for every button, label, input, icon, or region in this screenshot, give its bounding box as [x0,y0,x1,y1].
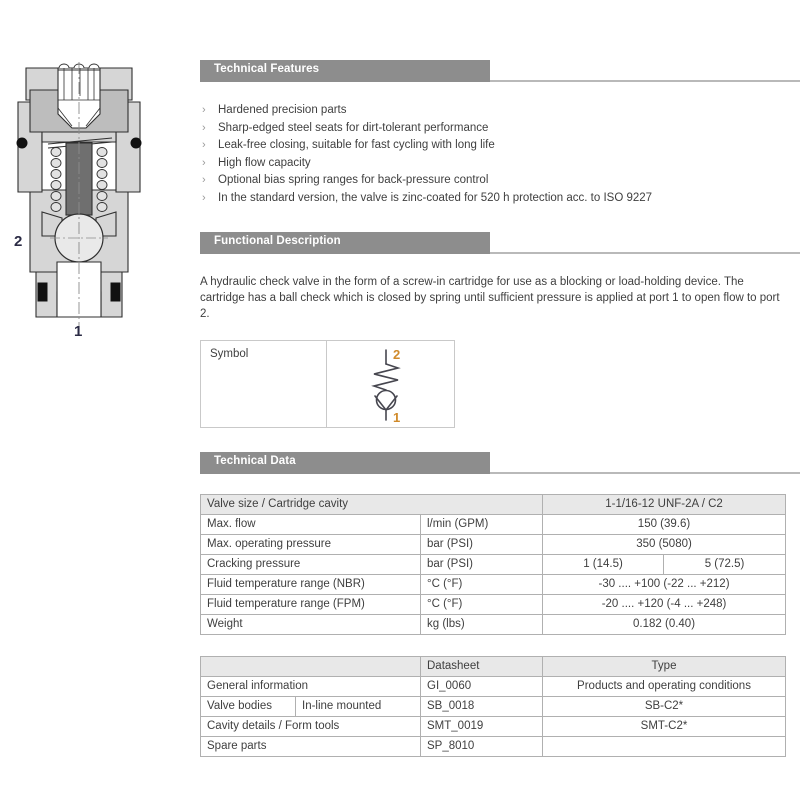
cell-unit: bar (PSI) [421,534,543,554]
cell-doc-datasheet: GI_0060 [421,676,543,696]
cell-value: 150 (39.6) [543,514,786,534]
list-item [200,190,800,208]
table-row [201,656,786,676]
feature-text: Sharp-edged steel seats for dirt-tolerant performance [218,121,489,134]
cell-unit: °C (°F) [421,594,543,614]
cell-param-name: Cracking pressure [201,554,421,574]
check-valve-symbol-icon [356,344,426,424]
table-row [201,696,786,716]
content-column [200,0,800,800]
cell-doc-name: Cavity details / Form tools [201,716,421,736]
cell-unit: bar (PSI) [421,554,543,574]
table-row [201,716,786,736]
cell-doc-datasheet: SP_8010 [421,736,543,756]
chevron-right-icon: › [202,191,206,204]
cell-param-name: Max. flow [201,514,421,534]
table-row [201,514,786,534]
cell-param-name: Weight [201,614,421,634]
symbol-box [200,340,455,428]
chevron-right-icon: › [202,174,206,187]
list-item [200,120,800,138]
technical-data-table [200,494,786,635]
section-rule [490,252,800,254]
drawing-port-label-2: 2 [14,233,23,250]
feature-text: Hardened precision parts [218,104,347,116]
cell-unit: l/min (GPM) [421,514,543,534]
column-header-datasheet: Datasheet [421,656,543,676]
section-header-technical-features [200,60,800,82]
feature-text: Leak-free closing, suitable for fast cycling with long life [218,139,495,152]
list-item [200,137,800,155]
feature-text: High flow capacity [218,156,311,169]
cell-doc-type [543,736,786,756]
feature-text: In the standard version, the valve is zinc-coated for 520 h protection acc. to ISO 9227 [218,191,653,204]
cell-blank-header [201,656,421,676]
section-title-technical-features: Technical Features [214,63,320,75]
cell-doc-type: Products and operating conditions [543,676,786,696]
cell-param-name: Fluid temperature range (FPM) [201,594,421,614]
cell-doc-name: General information [201,676,421,696]
table-row [201,554,786,574]
section-rule [490,80,800,82]
table-row [201,494,786,514]
section-title-functional-description: Functional Description [214,234,341,247]
chevron-right-icon: › [202,104,206,116]
section-header-functional-description [200,232,800,254]
cell-param-name: Max. operating pressure [201,534,421,554]
chevron-right-icon: › [202,139,206,152]
symbol-graphic [327,341,454,427]
cell-param-name: Valve size / Cartridge cavity [201,494,543,514]
list-item [200,155,800,173]
cell-doc-name: Spare parts [201,736,421,756]
technical-features-list [200,102,800,208]
drawing-port-label-1: 1 [74,323,83,340]
cell-unit: kg (lbs) [421,614,543,634]
table-row [201,594,786,614]
documents-table [200,656,786,757]
list-item [200,172,800,190]
section-rule [490,472,800,474]
table-row [201,574,786,594]
chevron-right-icon: › [202,121,206,134]
valve-section-svg [0,40,180,340]
table-row [201,614,786,634]
cell-doc-type: SMT-C2* [543,716,786,736]
column-header-type: Type [543,656,786,676]
cell-value: 1 (14.5) [543,554,664,574]
symbol-label: Symbol [201,341,327,427]
cell-doc-name: Valve bodies [201,696,296,716]
cell-doc-subname: In-line mounted [296,696,421,716]
valve-cross-section-drawing [0,40,180,340]
cell-value: 0.182 (0.40) [543,614,786,634]
table-row [201,676,786,696]
section-header-technical-data [200,452,800,474]
cell-param-name: Fluid temperature range (NBR) [201,574,421,594]
functional-description-paragraph: A hydraulic check valve in the form of a screw-in cartridge for use as a blocking or load-holding device. The cartridge has a ball check which is closed by spring until sufficient pressure is applied at port 1 to open flow to port 2. [200,275,780,320]
list-item [200,102,800,120]
cell-doc-type: SB-C2* [543,696,786,716]
cell-value-alt: 5 (72.5) [664,554,786,574]
cell-doc-datasheet: SB_0018 [421,696,543,716]
cell-value: 350 (5080) [543,534,786,554]
feature-text: Optional bias spring ranges for back-pressure control [218,174,489,187]
cell-value: -30 .... +100 (-22 ... +212) [543,574,786,594]
symbol-port-label-1: 1 [392,409,400,424]
cell-value: -20 .... +120 (-4 ... +248) [543,594,786,614]
cell-doc-datasheet: SMT_0019 [421,716,543,736]
symbol-port-label-2: 2 [392,346,400,362]
chevron-right-icon: › [202,156,206,169]
section-title-technical-data: Technical Data [214,454,296,467]
cell-unit: °C (°F) [421,574,543,594]
table-row [201,534,786,554]
cell-value: 1-1/16-12 UNF-2A / C2 [543,494,786,514]
table-row [201,736,786,756]
